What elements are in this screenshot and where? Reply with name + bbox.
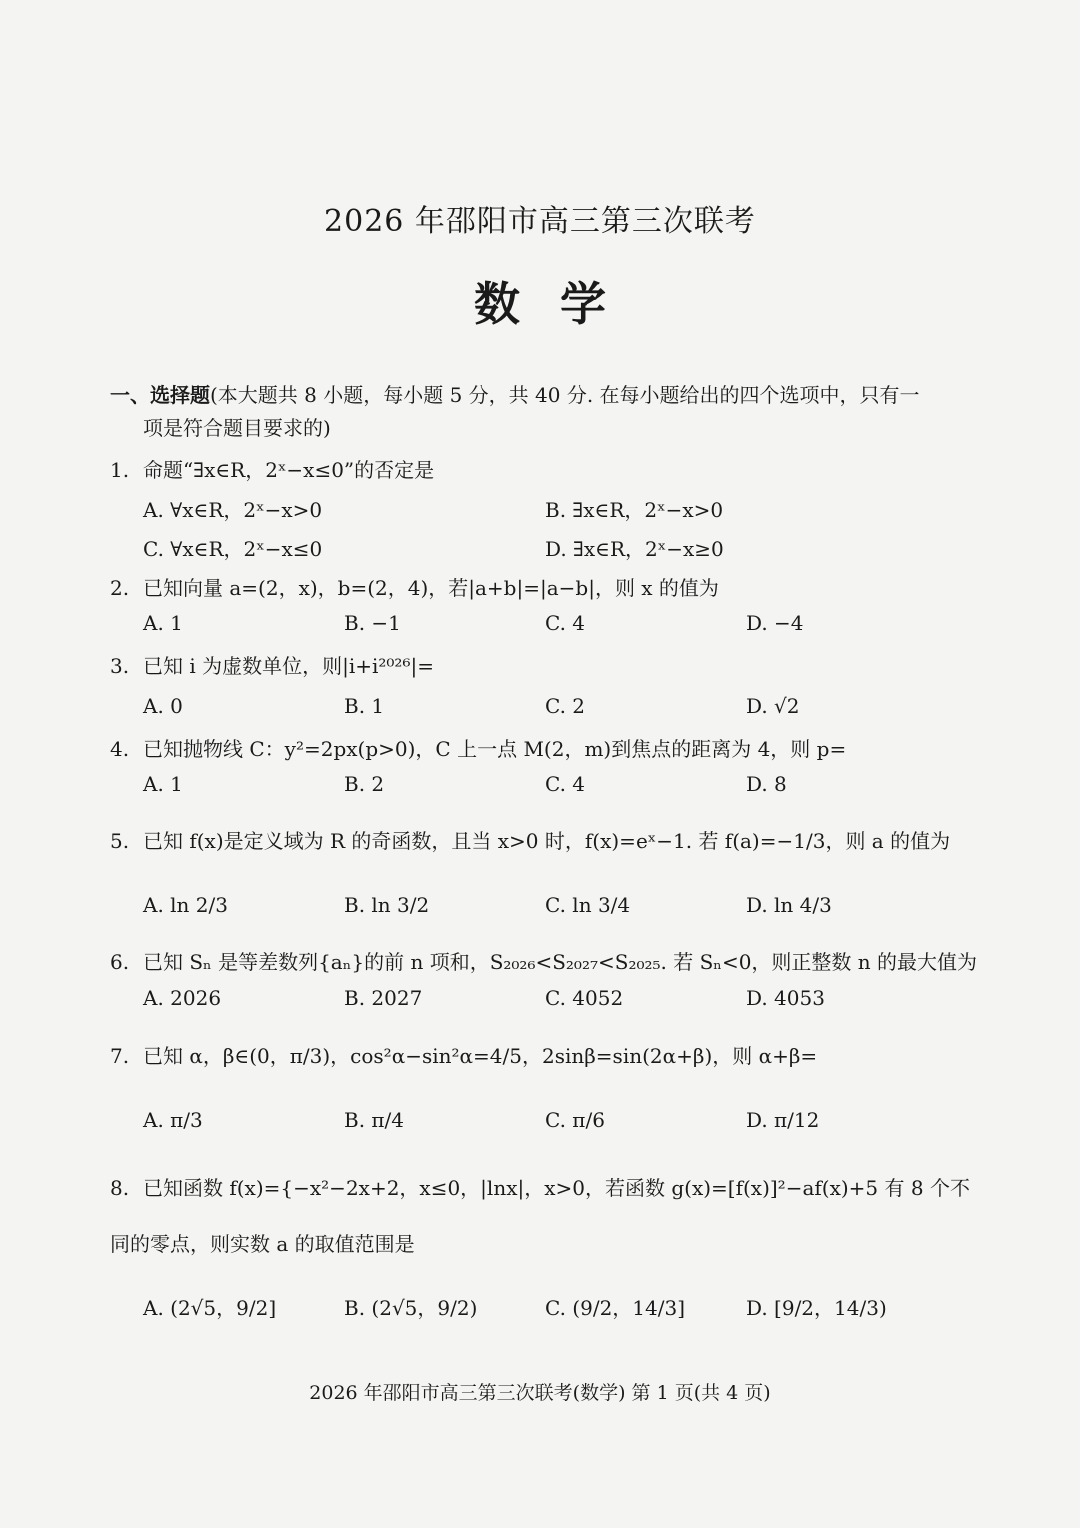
question-stem: 已知 Sₙ 是等差数列{aₙ}的前 n 项和，S₂₀₂₆<S₂₀₂₇<S₂₀₂₅. 若 Sₙ<0，则正整数 n 的最大值为 [143,950,978,974]
q5-option-b: B. ln 3/2 [344,893,430,917]
question-6 [110,946,977,975]
q2-option-c: C. 4 [545,611,586,635]
question-stem: 已知 f(x)是定义域为 R 的奇函数，且当 x>0 时，f(x)=eˣ−1. 若 f(a)=−1/3，则 a 的值为 [143,829,951,853]
q4-option-b: B. 2 [344,772,385,796]
question-number: 1. [110,458,130,482]
section-description-line1: (本大题共 8 小题，每小题 5 分，共 40 分. 在每小题给出的四个选项中，只有一 [210,383,920,407]
question-number: 2. [110,576,130,600]
q5-option-d: D. ln 4/3 [746,893,832,917]
q7-option-a: A. π/3 [143,1108,203,1132]
question-4 [110,733,846,762]
q8-option-b: B. (2√5，9/2) [344,1296,478,1320]
question-stem: 命题“∃x∈R，2ˣ−x≤0”的否定是 [143,458,435,482]
q2-option-a: A. 1 [143,611,183,635]
question-stem: 已知函数 f(x)={−x²−2x+2，x≤0，|lnx|，x>0，若函数 g(x)=[f(x)]²−af(x)+5 有 8 个不同的零点，则实数 a 的取值范围是 [110,1176,970,1256]
exam-subject: 数学 [474,277,646,331]
q5-option-a: A. ln 2/3 [143,893,228,917]
question-number: 3. [110,654,130,678]
question-number: 5. [110,829,130,853]
q4-option-d: D. 8 [746,772,787,796]
q8-option-a: A. (2√5，9/2] [143,1296,277,1320]
q8-option-c: C. (9/2，14/3] [545,1296,686,1320]
q6-option-a: A. 2026 [143,986,222,1010]
q6-option-b: B. 2027 [344,986,423,1010]
question-stem: 已知 i 为虚数单位，则|i+i²⁰²⁶|= [143,654,434,678]
question-number: 8. [110,1176,130,1200]
question-1 [110,454,434,483]
question-stem: 已知抛物线 C：y²=2px(p>0)，C 上一点 M(2，m)到焦点的距离为 4，则 p= [143,737,847,761]
q2-option-b: B. −1 [344,611,401,635]
question-number: 7. [110,1044,130,1068]
q1-option-d: D. ∃x∈R，2ˣ−x≥0 [545,537,724,561]
q2-option-d: D. −4 [746,611,804,635]
q7-option-b: B. π/4 [344,1108,405,1132]
question-3 [110,650,434,679]
page-footer: 2026 年邵阳市高三第三次联考(数学) 第 1 页(共 4 页) [309,1382,771,1404]
q3-option-a: A. 0 [143,694,183,718]
question-5 [110,825,950,854]
question-number: 6. [110,950,130,974]
q4-option-c: C. 4 [545,772,586,796]
q7-option-c: C. π/6 [545,1108,605,1132]
q5-option-c: C. ln 3/4 [545,893,631,917]
q4-option-a: A. 1 [143,772,183,796]
q1-option-b: B. ∃x∈R，2ˣ−x>0 [545,498,724,522]
q3-option-d: D. √2 [746,694,800,718]
question-8 [110,1160,980,1272]
section-heading [110,376,980,414]
q8-option-d: D. [9/2，14/3) [746,1296,887,1320]
question-stem: 已知向量 a=(2，x)，b=(2，4)，若|a+b|=|a−b|，则 x 的值为 [143,576,719,600]
q6-option-d: D. 4053 [746,986,825,1010]
exam-title: 2026 年邵阳市高三第三次联考 [324,204,756,239]
question-number: 4. [110,737,130,761]
q1-option-c: C. ∀x∈R，2ˣ−x≤0 [143,537,323,561]
q3-option-c: C. 2 [545,694,586,718]
q3-option-b: B. 1 [344,694,385,718]
question-stem: 已知 α，β∈(0，π/3)，cos²α−sin²α=4/5，2sinβ=sin(2α+β)，则 α+β= [143,1044,818,1068]
section-description-line2: 项是符合题目要求的) [143,416,331,440]
q7-option-d: D. π/12 [746,1108,820,1132]
question-7 [110,1040,817,1069]
section-name: 一、选择题 [110,383,210,407]
question-2 [110,572,719,601]
q6-option-c: C. 4052 [545,986,624,1010]
q1-option-a: A. ∀x∈R，2ˣ−x>0 [143,498,323,522]
